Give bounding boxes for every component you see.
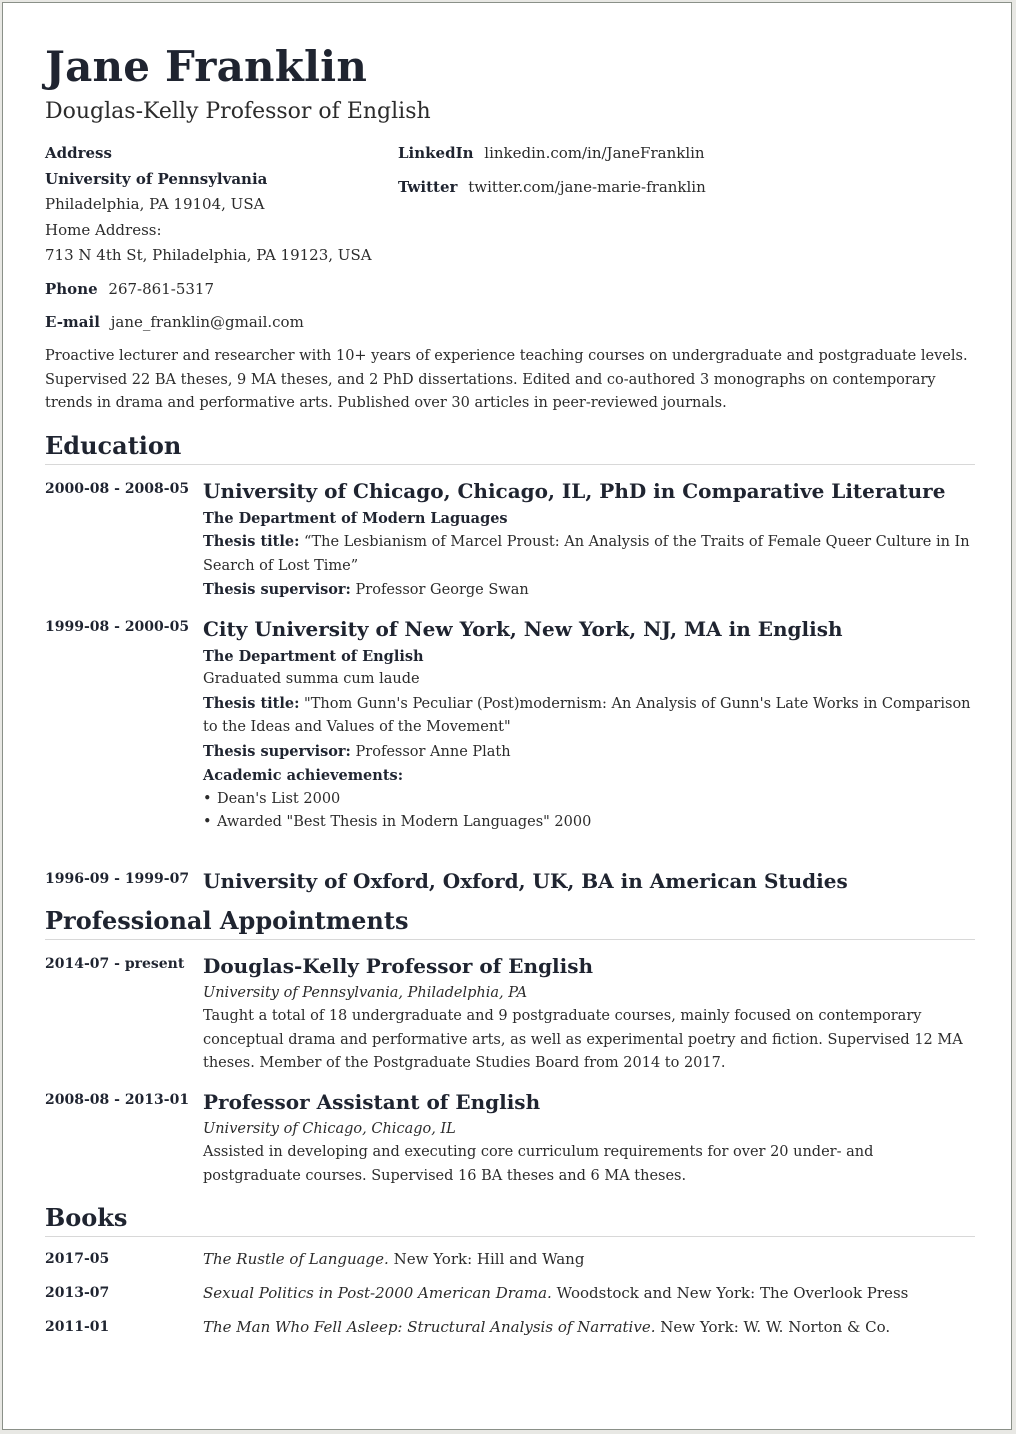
education-entry [45, 867, 975, 895]
book-date: 2011-01 [45, 1319, 110, 1335]
linkedin-label: LinkedIn [398, 144, 474, 162]
book-title: Sexual Politics in Post-2000 American Drama. [203, 1284, 552, 1302]
book-title: The Man Who Fell Asleep: Structural Analysis of Narrative. [203, 1318, 656, 1336]
achievement-item: • Dean's List 2000 [203, 788, 975, 812]
candidate-name: Jane Franklin [45, 42, 368, 91]
entry-date: 1999-08 - 2000-05 [45, 618, 190, 635]
entry-thesis [203, 530, 975, 578]
profile-summary: Proactive lecturer and researcher with 10+ years of experience teaching courses on undergraduate and postgraduate levels. Supervised 22 BA theses, 9 MA theses, and 2 PhD dissertations. Edited and co-authored 3 monographs on contemporary trends in drama and performative arts. Published over 30 articles in peer-reviewed journals. [45, 348, 968, 411]
appointments-heading: Professional Appointments [45, 905, 975, 940]
education-entry [45, 477, 975, 603]
thesis-title: "Thom Gunn's Peculiar (Post)modernism: An Analysis of Gunn's Late Works in Comparison to the Ideas and Values of the Movement" [203, 695, 971, 735]
entry-body [203, 952, 975, 1076]
email-label: E-mail [45, 313, 100, 331]
entry-description: Assisted in developing and executing core curriculum requirements for over 20 under- and postgraduate courses. Supervised 16 BA theses and 6 MA theses. [203, 1144, 874, 1184]
candidate-headline: Douglas-Kelly Professor of English [45, 99, 431, 124]
entry-thesis [203, 692, 975, 740]
supervisor-name: Professor Anne Plath [350, 743, 511, 760]
book-publisher: New York: Hill and Wang [388, 1250, 585, 1268]
entry-body [203, 867, 975, 895]
entry-date: 2014-07 - present [45, 955, 185, 972]
thesis-label: Thesis title: [203, 694, 300, 712]
supervisor-label: Thesis supervisor: [203, 742, 351, 760]
entry-title: City University of New York, New York, NJ, MA in English [203, 616, 843, 641]
contact-column-left [45, 141, 395, 336]
entry-body [203, 477, 975, 603]
entry-date: 1996-09 - 1999-07 [45, 870, 190, 887]
linkedin-link[interactable]: linkedin.com/in/JaneFranklin [484, 144, 705, 162]
entry-body [203, 1088, 975, 1189]
book-date: 2013-07 [45, 1285, 110, 1301]
entry-date: 2008-08 - 2013-01 [45, 1091, 190, 1108]
entry-title: University of Chicago, Chicago, IL, PhD in Comparative Literature [203, 478, 946, 503]
address-label: Address [45, 144, 112, 162]
entry-organization: University of Chicago, Chicago, IL [203, 1120, 456, 1137]
phone-label: Phone [45, 279, 98, 298]
achievements-label: Academic achievements: [203, 767, 404, 784]
appointment-entry [45, 952, 975, 1076]
address-organization: University of Pennsylvania [45, 169, 268, 188]
entry-department: The Department of English [203, 647, 424, 665]
entry-description: Taught a total of 18 undergraduate and 9 postgraduate courses, mainly focused on contemporary conceptual drama and performative arts, as well as experimental poetry and fiction. Supervised 12 MA theses. Member of the Postgraduate Studies Board from 2014 to 2017. [203, 1008, 963, 1071]
education-heading: Education [45, 430, 975, 465]
resume-content [45, 41, 975, 1339]
resume-page [2, 2, 1012, 1430]
book-publisher: Woodstock and New York: The Overlook Press [551, 1284, 909, 1302]
entry-supervisor [203, 740, 975, 765]
book-body [203, 1247, 975, 1271]
education-entry [45, 615, 975, 835]
contact-column-right [398, 141, 958, 200]
thesis-title: “The Lesbianism of Marcel Proust: An Analysis of the Traits of Female Queer Culture in In Search of Lost Time” [203, 534, 970, 574]
address-city: Philadelphia, PA 19104, USA [45, 195, 265, 213]
entry-supervisor [203, 578, 975, 603]
appointment-entry [45, 1088, 975, 1189]
home-address: 713 N 4th St, Philadelphia, PA 19123, USA [45, 246, 372, 264]
entry-title: University of Oxford, Oxford, UK, BA in American Studies [203, 868, 848, 893]
book-date: 2017-05 [45, 1251, 110, 1267]
thesis-label: Thesis title: [203, 533, 300, 550]
supervisor-name: Professor George Swan [350, 582, 529, 598]
phone-value: 267-861-5317 [108, 279, 214, 298]
twitter-label: Twitter [398, 177, 458, 196]
book-entry [45, 1315, 975, 1339]
twitter-row [398, 175, 958, 201]
linkedin-row [398, 141, 958, 167]
phone-row [45, 277, 395, 303]
entry-note: Graduated summa cum laude [203, 671, 420, 687]
email-row [45, 310, 395, 336]
book-publisher: New York: W. W. Norton & Co. [655, 1318, 891, 1336]
book-title: The Rustle of Language. [203, 1250, 389, 1268]
book-entry [45, 1281, 975, 1305]
entry-title: Douglas-Kelly Professor of English [203, 953, 594, 978]
entry-date: 2000-08 - 2008-05 [45, 480, 190, 497]
contact-block [45, 141, 975, 337]
email-value[interactable]: jane_franklin@gmail.com [110, 313, 304, 331]
home-address-label: Home Address: [45, 220, 162, 239]
twitter-link[interactable]: twitter.com/jane-marie-franklin [468, 177, 706, 196]
entry-title: Professor Assistant of English [203, 1089, 541, 1114]
book-body [203, 1281, 975, 1305]
book-body [203, 1315, 975, 1339]
books-heading: Books [45, 1202, 975, 1237]
book-entry [45, 1247, 975, 1271]
entry-body [203, 615, 975, 835]
supervisor-label: Thesis supervisor: [203, 581, 351, 598]
entry-department: The Department of Modern Laguages [203, 509, 508, 527]
achievement-item: • Awarded "Best Thesis in Modern Languages" 2000 [203, 811, 975, 835]
achievements-list [203, 788, 975, 835]
entry-organization: University of Pennsylvania, Philadelphia, PA [203, 984, 528, 1001]
